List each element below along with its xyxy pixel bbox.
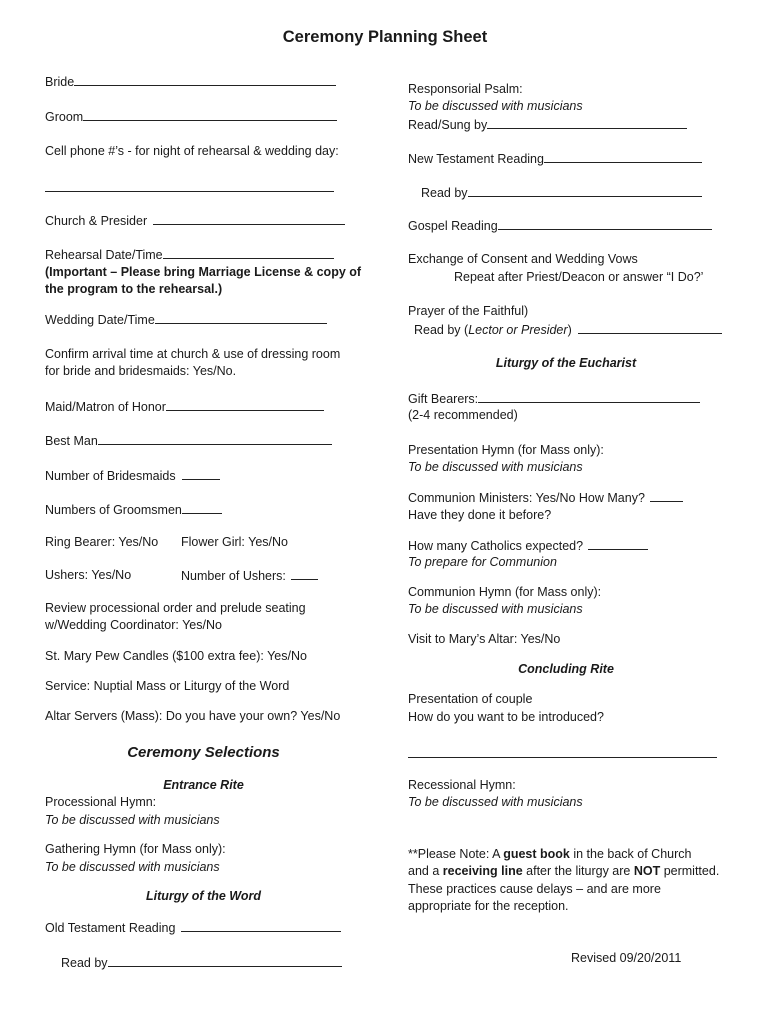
new-testament-read-by-field[interactable] [421,184,702,202]
introduced-label: How do you want to be introduced? [408,710,604,724]
altar-servers-label: Altar Servers (Mass): Do you have your own? Yes/No [45,709,341,723]
best-man-label: Best Man [45,434,98,448]
rehearsal-note-line-2: the program to the rehearsal.) [45,282,223,296]
note-line-4: appropriate for the reception. [408,899,569,913]
note-line-2-a: and a [408,864,443,878]
prayer-read-by-options: Lector or Presider [468,323,568,337]
communion-hymn-label: Communion Hymn (for Mass only): [408,585,602,599]
catholics-note: To prepare for Communion [408,555,557,569]
communion-ministers-label: Communion Ministers: Yes/No How Many? [408,491,645,505]
bride-label: Bride [45,75,75,89]
best-man-field[interactable] [45,432,332,450]
catholics-blank[interactable] [588,537,648,550]
prayer-read-by-prefix: Read by ( [414,323,469,337]
note-line-2-c: after the liturgy are [522,864,634,878]
best-man-blank[interactable] [98,432,332,445]
presentation-couple-label: Presentation of couple [408,692,533,706]
wedding-date-label: Wedding Date/Time [45,313,155,327]
groomsmen-field[interactable] [45,501,222,519]
church-presider-label: Church & Presider [45,214,148,228]
consent-note: Repeat after Priest/Deacon or answer “I Do?’ [454,270,704,284]
catholics-field[interactable] [408,537,648,555]
bridesmaids-field[interactable] [45,467,220,485]
guest-book-text: guest book [503,847,570,861]
recessional-hymn-note: To be discussed with musicians [408,795,583,809]
note-line-2 [408,863,719,880]
bride-field[interactable] [45,73,336,91]
consent-label: Exchange of Consent and Wedding Vows [408,252,638,266]
new-testament-label: New Testament Reading [408,152,544,166]
marys-altar-label: Visit to Mary’s Altar: Yes/No [408,632,561,646]
communion-ministers-field[interactable] [408,489,683,507]
introduced-blank[interactable] [408,757,717,758]
recessional-hymn-label: Recessional Hymn: [408,778,516,792]
processional-review-line-1: Review processional order and prelude seating [45,601,306,615]
catholics-label: How many Catholics expected? [408,539,584,553]
arrival-line-2: for bride and bridesmaids: Yes/No. [45,364,237,378]
groomsmen-blank[interactable] [182,501,222,514]
liturgy-word-heading: Liturgy of the Word [145,889,262,903]
rehearsal-date-field[interactable] [45,246,334,264]
bridesmaids-blank[interactable] [182,467,220,480]
maid-of-honor-blank[interactable] [166,398,324,411]
concluding-rite-heading: Concluding Rite [518,662,614,676]
gift-bearers-note: (2-4 recommended) [408,408,518,422]
pew-candles-label: St. Mary Pew Candles ($100 extra fee): Yes/No [45,649,307,663]
bride-blank[interactable] [74,73,336,86]
psalm-label: Responsorial Psalm: [408,82,523,96]
new-testament-read-by-label: Read by [421,186,468,200]
entrance-rite-heading: Entrance Rite [163,778,244,792]
gathering-hymn-label: Gathering Hymn (for Mass only): [45,842,226,856]
church-presider-field[interactable] [45,212,345,230]
groom-label: Groom [45,110,84,124]
maid-of-honor-label: Maid/Matron of Honor [45,400,166,414]
receiving-line-text: receiving line [442,864,523,878]
presentation-hymn-label: Presentation Hymn (for Mass only): [408,443,604,457]
groomsmen-label: Numbers of Groomsmen [45,503,182,517]
prayer-read-by-blank[interactable] [578,321,722,334]
gathering-hymn-note: To be discussed with musicians [45,860,220,874]
new-testament-field[interactable] [408,150,702,168]
communion-hymn-note: To be discussed with musicians [408,602,583,616]
prayer-faithful-label: Prayer of the Faithful) [408,304,529,318]
wedding-date-field[interactable] [45,311,327,329]
gift-bearers-label: Gift Bearers: [408,392,479,406]
rehearsal-date-blank[interactable] [163,246,334,259]
read-sung-by-field[interactable] [408,116,687,134]
old-testament-read-by-label: Read by [61,956,108,970]
prayer-read-by-field[interactable] [414,321,722,339]
old-testament-read-by-blank[interactable] [108,954,342,967]
groom-field[interactable] [45,108,337,126]
old-testament-label: Old Testament Reading [45,921,176,935]
revised-date: Revised 09/20/2011 [571,951,682,965]
gospel-label: Gospel Reading [408,219,498,233]
rehearsal-note-line-1: (Important – Please bring Marriage License & copy of [45,265,362,279]
not-text: NOT [633,864,661,878]
gospel-blank[interactable] [498,217,712,230]
old-testament-read-by-field[interactable] [61,954,342,972]
num-ushers-field[interactable] [181,567,318,585]
psalm-note: To be discussed with musicians [408,99,583,113]
note-line-1-c: in the back of Church [569,847,692,861]
gift-bearers-blank[interactable] [478,390,700,403]
processional-review-line-2: w/Wedding Coordinator: Yes/No [45,618,222,632]
note-line-1 [408,846,691,863]
communion-ministers-blank[interactable] [650,489,683,502]
presentation-hymn-note: To be discussed with musicians [408,460,583,474]
processional-hymn-note: To be discussed with musicians [45,813,220,827]
note-line-3: These practices cause delays – and are more [408,882,661,896]
ceremony-selections-heading: Ceremony Selections [127,744,280,761]
service-label: Service: Nuptial Mass or Liturgy of the Word [45,679,290,693]
processional-hymn-label: Processional Hymn: [45,795,157,809]
ring-bearer-label: Ring Bearer: Yes/No [45,535,159,549]
done-before-label: Have they done it before? [408,508,552,522]
maid-of-honor-field[interactable] [45,398,324,416]
prayer-read-by-suffix: ) [567,323,572,337]
bridesmaids-label: Number of Bridesmaids [45,469,176,483]
note-line-2-e: permitted. [660,864,720,878]
wedding-date-blank[interactable] [155,311,327,324]
flower-girl-label: Flower Girl: Yes/No [181,535,288,549]
new-testament-read-by-blank[interactable] [468,184,702,197]
old-testament-blank[interactable] [181,919,341,932]
ushers-label: Ushers: Yes/No [45,568,132,582]
church-presider-blank[interactable] [153,212,345,225]
cell-phone-label: Cell phone #’s - for night of rehearsal & wedding day: [45,144,339,158]
old-testament-field[interactable] [45,919,341,937]
rehearsal-date-label: Rehearsal Date/Time [45,248,163,262]
page-title: Ceremony Planning Sheet [282,28,488,46]
liturgy-eucharist-heading: Liturgy of the Eucharist [495,356,637,370]
cell-phone-blank[interactable] [45,191,334,192]
read-sung-by-blank[interactable] [487,116,687,129]
note-line-1-a: **Please Note: A [408,847,504,861]
num-ushers-label: Number of Ushers: [181,569,286,583]
num-ushers-blank[interactable] [291,567,318,580]
arrival-line-1: Confirm arrival time at church & use of dressing room [45,347,341,361]
gospel-field[interactable] [408,217,712,235]
groom-blank[interactable] [83,108,337,121]
gift-bearers-field[interactable] [408,390,700,408]
new-testament-blank[interactable] [544,150,702,163]
read-sung-by-label: Read/Sung by [408,118,488,132]
